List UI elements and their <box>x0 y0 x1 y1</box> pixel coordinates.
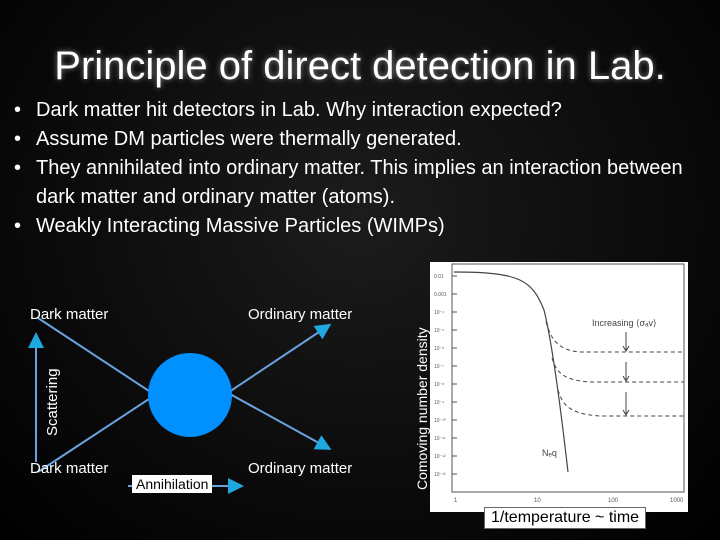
bullet-text: Assume DM particles were thermally generated. <box>36 128 462 150</box>
bullet-dot: • <box>14 128 22 150</box>
x-axis-label: 1/temperature ~ time <box>484 507 646 529</box>
svg-text:1: 1 <box>454 498 458 504</box>
bullet-item <box>10 125 710 154</box>
bullet-item <box>10 96 710 125</box>
x-tick-labels <box>454 498 684 504</box>
bullet-text: Weakly Interacting Massive Particles (WIMPs) <box>36 215 445 237</box>
neq-label: Nₑq <box>542 448 557 458</box>
ordinary-matter-bottom-label: Ordinary matter <box>248 460 353 477</box>
bullet-dot: • <box>14 99 22 121</box>
ordinary-matter-top-label: Ordinary matter <box>248 306 353 323</box>
svg-text:10⁻¹²: 10⁻¹² <box>434 454 446 460</box>
freeze-out-plot <box>430 262 688 512</box>
svg-text:10⁻¹⁰: 10⁻¹⁰ <box>434 418 446 424</box>
svg-text:0.001: 0.001 <box>434 292 447 298</box>
svg-text:10⁻⁶: 10⁻⁶ <box>434 346 445 352</box>
svg-text:10⁻¹³: 10⁻¹³ <box>434 472 446 478</box>
relic-curve-3 <box>558 390 684 416</box>
y-tick-labels <box>434 274 447 478</box>
bullet-dot: • <box>14 157 22 179</box>
y-axis-label: Comoving number density <box>414 327 430 490</box>
dark-matter-bottom-label: Dark matter <box>30 460 109 477</box>
bullet-text: Dark matter hit detectors in Lab. Why interaction expected? <box>36 99 562 121</box>
slide-title: Principle of direct detection in Lab. <box>54 44 666 88</box>
scattering-label: Scattering <box>44 368 61 436</box>
relic-curve-2 <box>552 358 684 382</box>
svg-text:0.01: 0.01 <box>434 274 444 280</box>
bullet-list <box>10 96 710 241</box>
svg-text:10⁻⁴: 10⁻⁴ <box>434 310 445 316</box>
svg-text:100: 100 <box>608 498 619 504</box>
bullet-dot: • <box>14 215 22 237</box>
interaction-diagram <box>0 260 440 540</box>
svg-text:10⁻¹¹: 10⁻¹¹ <box>434 436 446 442</box>
svg-text:10⁻⁷: 10⁻⁷ <box>434 364 445 370</box>
svg-text:10⁻⁸: 10⁻⁸ <box>434 382 445 388</box>
interaction-circle <box>148 353 232 437</box>
plot-annotation: Increasing ⟨σₐv⟩ <box>592 318 657 328</box>
dark-matter-top-label: Dark matter <box>30 306 109 323</box>
svg-text:10: 10 <box>534 498 541 504</box>
plot-svg <box>430 262 688 512</box>
equilibrium-curve <box>454 272 568 472</box>
plot-frame <box>452 264 684 492</box>
annihilation-label: Annihilation <box>132 475 212 493</box>
svg-text:1000: 1000 <box>670 498 684 504</box>
svg-text:10⁻⁹: 10⁻⁹ <box>434 400 445 406</box>
bullet-item <box>10 154 710 212</box>
bullet-text: They annihilated into ordinary matter. This implies an interaction between dark matter and ordinary matter (atoms). <box>36 157 683 208</box>
svg-text:10⁻⁵: 10⁻⁵ <box>434 328 445 334</box>
y-tick-marks <box>452 276 457 474</box>
bullet-item <box>10 212 710 241</box>
trend-arrows <box>623 332 629 415</box>
